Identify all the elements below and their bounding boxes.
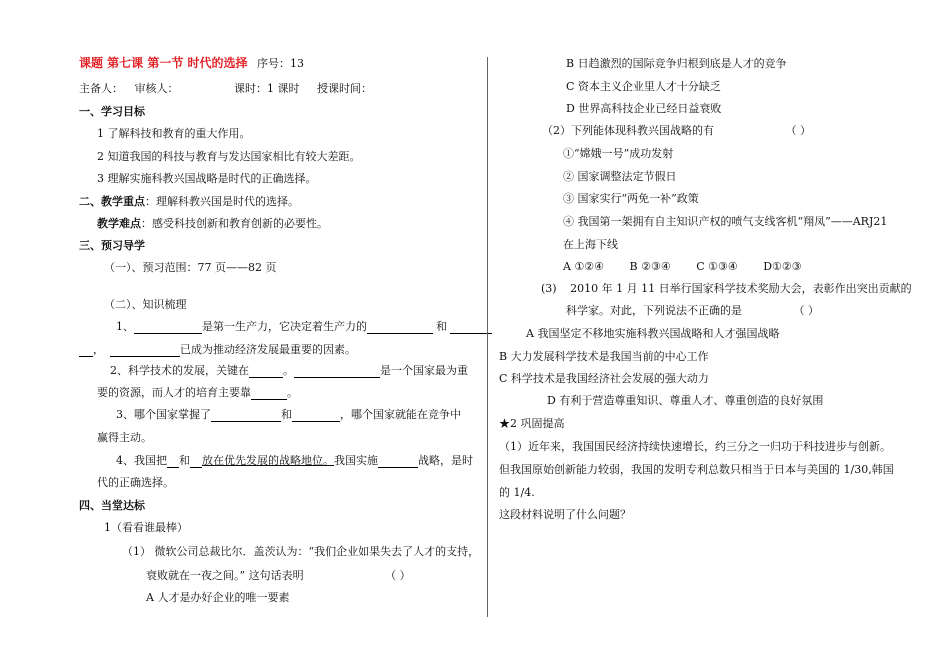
answer-paren[interactable]: （ ） (385, 569, 411, 582)
answer-blank[interactable] (211, 409, 281, 422)
reviewer-label: 审核人： (134, 82, 179, 95)
q-text: 我国实施 (334, 454, 378, 467)
option[interactable]: D①②③ (763, 260, 802, 273)
consolidate-heading: ★2 巩固提高 (499, 417, 565, 430)
q3-option-b: B 大力发展科学技术是我国当前的中心工作 (499, 350, 709, 363)
q-text: 3、哪个国家掌握了 (116, 408, 211, 421)
q-text: 战略，是时 (418, 454, 473, 467)
q2-item: 在上海下线 (563, 238, 618, 251)
difficulty-text: ：感受科技创新和教育创新的必要性。 (141, 217, 328, 230)
q3-option-a: A 我国坚定不移地实施科教兴国战略和人才强国战略 (526, 327, 780, 340)
q-text: 和 (436, 320, 447, 333)
q-number: (3) (541, 282, 557, 295)
q-text: 要的资源，而人才的培育主要靠 (97, 386, 251, 399)
q-text: 放在优先发展的战略地位。 (202, 454, 334, 467)
answer-blank[interactable] (190, 455, 202, 468)
author-label: 主备人： (79, 82, 123, 95)
preview-range: （一）、预习范围：77 页——82 页 (104, 261, 277, 274)
section-preview-heading: 三、预习导学 (79, 239, 145, 252)
q-text: 2010 年 1 月 11 日举行国家科学技术奖励大会，表彰作出突出贡献的 (570, 282, 912, 295)
answer-blank[interactable] (167, 455, 179, 468)
q-text: 。 (287, 386, 298, 399)
hours-label: 课时：1 课时 (234, 82, 300, 95)
q2-item: ③ 国家实行“两免一补”政策 (563, 192, 699, 205)
q-text: 是第一生产力，它决定着生产力的 (202, 320, 367, 333)
q-text: 和 (281, 408, 292, 421)
q-text: 4、我国把 (116, 454, 167, 467)
answer-blank[interactable] (110, 344, 180, 357)
info-row (79, 82, 372, 96)
q-text: 已成为推动经济发展最重要的因素。 (180, 343, 356, 356)
consolidate-line: （1）近年来，我国国民经济持续快速增长，约三分之一归功于科技进步与创新。 (499, 440, 891, 453)
mc-question-3-cont (566, 304, 819, 318)
key-point-label: 二、教学重点 (79, 195, 145, 208)
fill-question-4 (116, 454, 473, 468)
difficulty-label: 教学难点 (97, 217, 141, 230)
serial-number: 序号：13 (257, 57, 305, 70)
q-text: ， (93, 343, 104, 356)
mc-question-1-cont (146, 569, 411, 583)
answer-paren[interactable]: （ ） (793, 304, 819, 317)
answer-blank[interactable] (251, 387, 287, 400)
consolidate-question: 这段材料说明了什么问题？ (499, 508, 631, 521)
answer-blank[interactable] (249, 365, 283, 378)
fill-question-2-cont (97, 386, 298, 400)
key-point (79, 195, 299, 209)
consolidate-line: 但我国原始创新能力较弱，我国的发明专利总数只相当于日本与美国的 1/30,韩国 (499, 463, 894, 476)
q2-options (563, 260, 802, 274)
q-text: 和 (179, 454, 190, 467)
page-title (79, 56, 304, 71)
section-practice-heading: 四、当堂达标 (79, 499, 145, 512)
answer-blank[interactable] (79, 344, 93, 357)
q3-option-c: C 科学技术是我国经济社会发展的强大动力 (499, 372, 709, 385)
q-text: 衰败就在一夜之间。” 这句话表明 (146, 569, 304, 582)
q-text: 是一个国家最为重 (380, 364, 468, 377)
section-goals-heading: 一、学习目标 (79, 105, 145, 118)
mc-option-a: A 人才是办好企业的唯一要素 (146, 591, 290, 604)
fill-question-3 (116, 408, 461, 422)
answer-blank[interactable] (378, 455, 418, 468)
q2-item: ② 国家调整法定节假日 (563, 170, 677, 183)
mc-question-3 (541, 282, 912, 296)
difficulty-point (97, 217, 328, 231)
answer-blank[interactable] (292, 409, 340, 422)
fill-question-2 (110, 364, 468, 378)
q3-option-d: D 有利于营造尊重知识、尊重人才、尊重创造的良好氛围 (547, 394, 824, 407)
fill-question-3-cont: 赢得主动。 (97, 431, 152, 444)
option[interactable]: B ②③④ (629, 260, 671, 273)
mc-question-2 (542, 124, 811, 138)
mc-question-1: （1） 微软公司总裁比尔．盖茨认为：“我们企业如果失去了人才的支持， (122, 545, 480, 558)
answer-blank[interactable] (367, 321, 433, 334)
column-divider (487, 57, 488, 617)
consolidate-line: 的 1/4. (499, 486, 535, 499)
goal-item: 2 知道我国的科技与教育与发达国家相比有较大差距。 (97, 150, 361, 163)
mc-option-c: C 资本主义企业里人才十分缺乏 (566, 80, 721, 93)
answer-blank[interactable] (134, 321, 202, 334)
lesson-title: 课题 第七课 第一节 时代的选择 (79, 56, 248, 70)
goal-item: 1 了解科技和教育的重大作用。 (97, 127, 251, 140)
fill-question-4-cont: 代的正确选择。 (97, 476, 174, 489)
q-text: 。 (283, 364, 294, 377)
q2-item: ④ 我国第一架拥有自主知识产权的喷气支线客机“翔凤”——ARJ21 (563, 215, 888, 228)
q-text: 2、科学技术的发展，关键在 (110, 364, 249, 377)
q-number: 1、 (116, 320, 134, 333)
fill-question-1-cont (79, 343, 356, 357)
knowledge-heading: （二）、知识梳理 (104, 298, 187, 311)
time-label: 授课时间： (317, 82, 372, 95)
option[interactable]: C ①③④ (696, 260, 738, 273)
q-text: ，哪个国家就能在竞争中 (340, 408, 461, 421)
option[interactable]: A ①②④ (563, 260, 605, 273)
q-text: （2）下列能体现科教兴国战略的有 (542, 124, 714, 137)
answer-paren[interactable]: （ ） (785, 124, 811, 137)
goal-item: 3 理解实施科教兴国战略是时代的正确选择。 (97, 172, 317, 185)
answer-blank[interactable] (294, 365, 380, 378)
practice-sub: 1（看看谁最棒） (104, 521, 188, 534)
mc-option-b: B 日趋激烈的国际竞争归根到底是人才的竞争 (566, 57, 787, 70)
q2-item: ①“嫦娥一号”成功发射 (563, 147, 674, 160)
mc-option-d: D 世界高科技企业已经日益衰败 (566, 102, 722, 115)
q-text: 科学家。对此，下列说法不正确的是 (566, 304, 742, 317)
fill-question-1 (116, 320, 492, 334)
key-point-text: ：理解科教兴国是时代的选择。 (145, 195, 299, 208)
answer-blank[interactable] (450, 321, 492, 334)
